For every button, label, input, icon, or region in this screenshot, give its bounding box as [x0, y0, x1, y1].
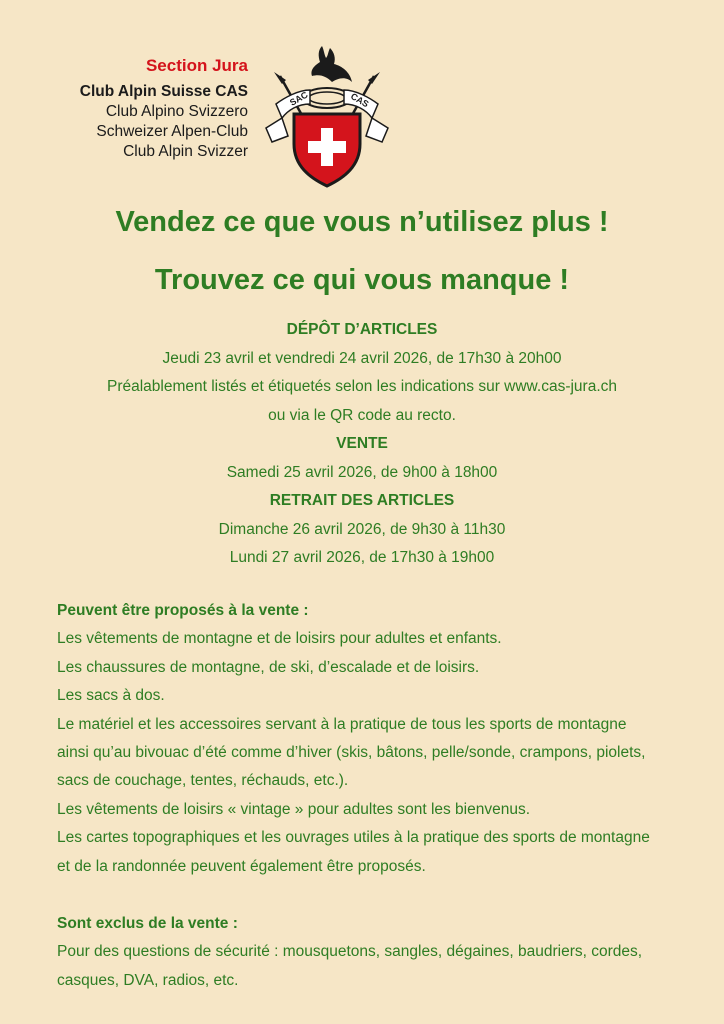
- section-name: Section Jura: [145, 56, 248, 75]
- list-item: Les sacs à dos.: [57, 687, 165, 705]
- list-item: Les vêtements de montagne et de loisirs pour adultes et enfants.: [57, 630, 502, 648]
- list-item: sacs de couchage, tentes, réchauds, etc.).: [57, 772, 349, 790]
- club-name-fr: Club Alpin Suisse CAS: [79, 83, 248, 100]
- list-item: casques, DVA, radios, etc.: [57, 971, 239, 989]
- sale-heading: VENTE: [336, 435, 388, 452]
- deposit-qr-note: ou via le QR code au recto.: [268, 406, 456, 424]
- deposit-instructions: Préalablement listés et étiquetés selon les indications sur www.cas-jura.ch: [106, 378, 618, 395]
- pickup-date-sunday: Dimanche 26 avril 2026, de 9h30 à 11h30: [218, 520, 506, 538]
- organization-block: [80, 56, 248, 162]
- club-name-it: Club Alpino Svizzero: [105, 103, 248, 120]
- allowed-heading: Peuvent être proposés à la vente :: [57, 602, 309, 619]
- excluded-heading: Sont exclus de la vente :: [57, 915, 238, 932]
- pickup-heading: RETRAIT DES ARTICLES: [269, 492, 455, 509]
- deposit-dates: Jeudi 23 avril et vendredi 24 avril 2026, de 17h30 à 20h00: [162, 349, 562, 367]
- list-item: Le matériel et les accessoires servant à la pratique de tous les sports de montagne: [57, 715, 627, 733]
- headline-find: Trouvez ce qui vous manque !: [154, 264, 570, 296]
- list-item: Les chaussures de montagne, de ski, d’escalade et de loisirs.: [57, 658, 480, 676]
- cas-chamois-swiss-shield-emblem-icon: [262, 40, 392, 190]
- ribbon-left-text: SAC: [288, 89, 310, 108]
- excluded-items-section: [57, 910, 697, 995]
- schedule-block: [0, 316, 724, 573]
- list-item: Les vêtements de loisirs « vintage » pour adultes sont les bienvenus.: [57, 800, 531, 818]
- list-item: ainsi qu’au bivouac d’été comme d’hiver (skis, bâtons, pelle/sonde, crampons, piolets,: [57, 743, 646, 761]
- pickup-date-monday: Lundi 27 avril 2026, de 17h30 à 19h00: [229, 549, 495, 566]
- headline-sell: Vendez ce que vous n’utilisez plus !: [115, 206, 609, 238]
- ribbon-right-text: CAS: [349, 91, 371, 110]
- sale-date: Samedi 25 avril 2026, de 9h00 à 18h00: [226, 463, 498, 481]
- club-name-de: Schweizer Alpen-Club: [96, 123, 248, 140]
- allowed-items-section: [57, 597, 697, 881]
- club-name-rm: Club Alpin Svizzer: [123, 143, 248, 160]
- list-item: et de la randonnée peuvent également être proposés.: [57, 857, 426, 875]
- list-item: Pour des questions de sécurité : mousquetons, sangles, dégaines, baudriers, cordes,: [57, 943, 643, 961]
- list-item: Les cartes topographiques et les ouvrages utiles à la pratique des sports de montagne: [57, 829, 650, 847]
- header: [0, 0, 724, 200]
- deposit-heading: DÉPÔT D’ARTICLES: [286, 321, 438, 338]
